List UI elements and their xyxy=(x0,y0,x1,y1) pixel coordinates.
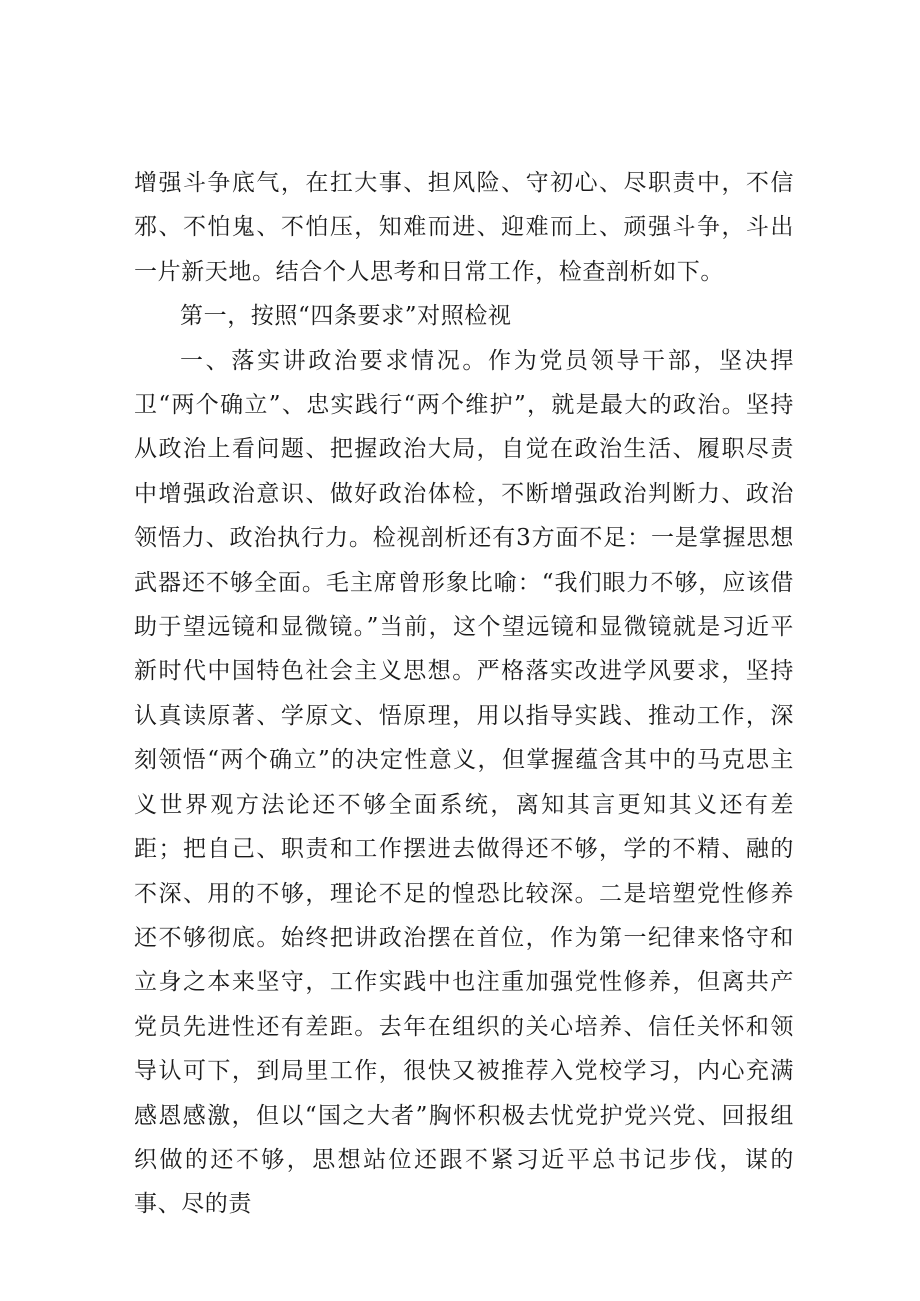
intro-paragraph: 增强斗争底气，在扛大事、担风险、守初心、尽职责中，不信邪、不怕鬼、不怕压，知难而进、迎难而上、顽强斗争，斗出一片新天地。结合个人思考和日常工作，检查剖析如下。 xyxy=(134,170,794,285)
document-body xyxy=(134,161,794,1227)
body-paragraph: 一、落实讲政治要求情况。作为党员领导干部，坚决捍卫“两个确立”、忠实践行“两个维护”，就是最大的政治。坚持从政治上看问题、把握政治大局，自觉在政治生活、履职尽责中增强政治意识、做好政治体检，不断增强政治判断力、政治领悟力、政治执行力。检视剖析还有3方面不足：一是掌握思想武器还不够全面。毛主席曾形象比喻：“我们眼力不够，应该借助于望远镜和显微镜。”当前，这个望远镜和显微镜就是习近平新时代中国特色社会主义思想。严格落实改进学风要求，坚持认真读原著、学原文、悟原理，用以指导实践、推动工作，深刻领悟“两个确立”的决定性意义，但掌握蕴含其中的马克思主义世界观方法论还不够全面系统，离知其言更知其义还有差距；把自己、职责和工作摆进去做得还不够，学的不精、融的不深、用的不够，理论不足的惶恐比较深。二是培塑党性修养还不够彻底。始终把讲政治摆在首位，作为第一纪律来恪守和立身之本来坚守，工作实践中也注重加强党性修养，但离共产党员先进性还有差距。去年在组织的关心培养、信任关怀和领导认可下，到局里工作，很快又被推荐入党校学习，内心充满感恩感激，但以“国之大者”胸怀积极去忧党护党兴党、回报组织做的还不够，思想站位还跟不紧习近平总书记步伐，谋的事、尽的责 xyxy=(134,347,794,1218)
section-heading: 第一，按照“四条要求”对照检视 xyxy=(180,303,512,330)
